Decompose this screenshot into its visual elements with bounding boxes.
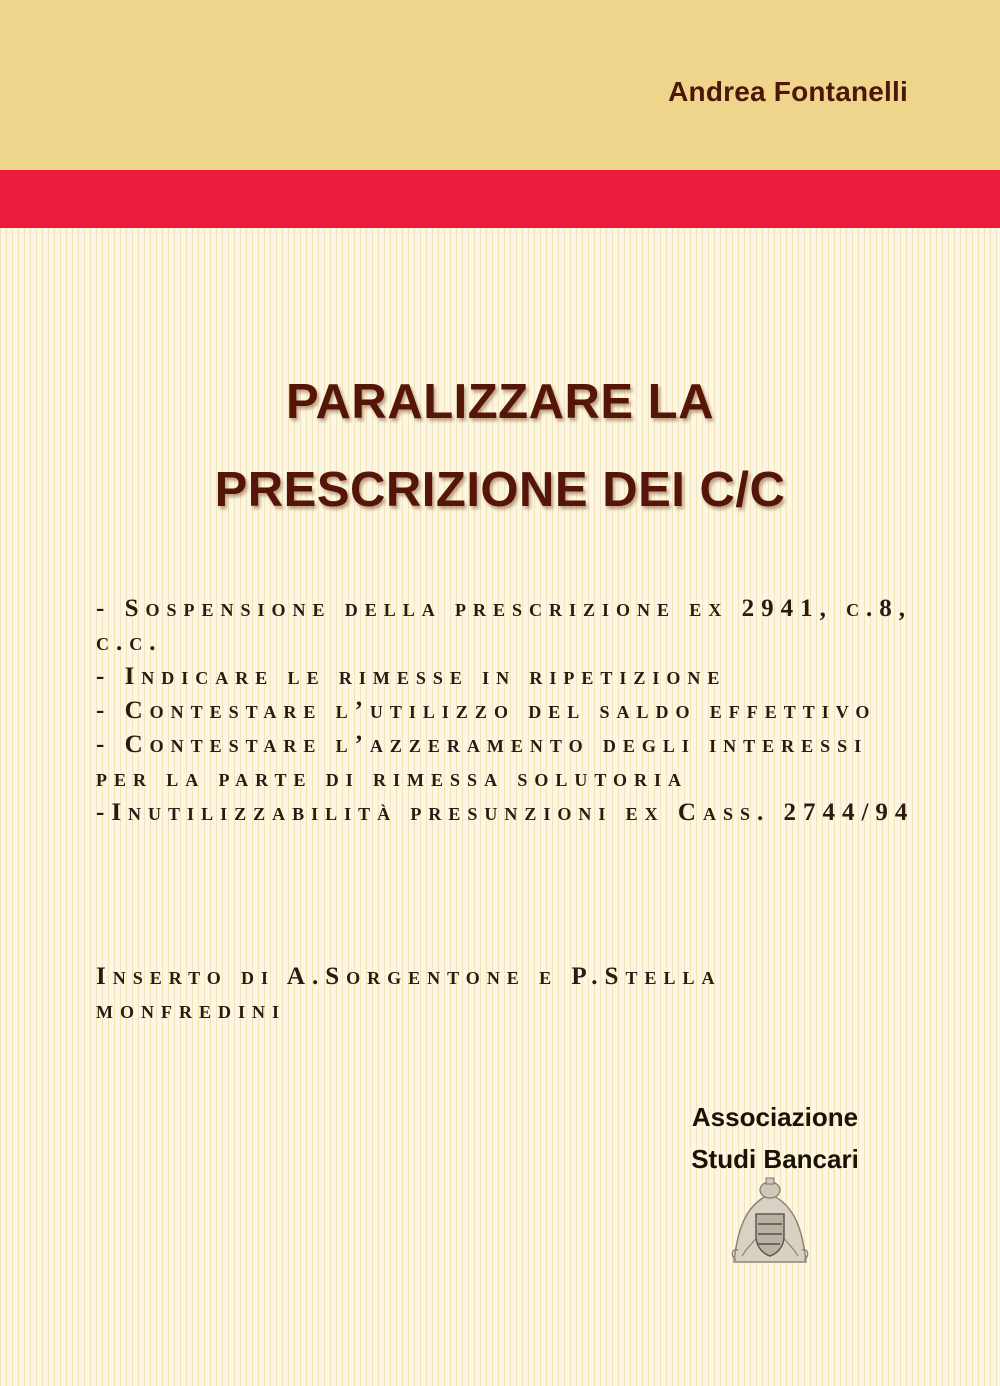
publisher-line-2: Studi Bancari (691, 1144, 859, 1174)
title-line-1: PARALIZZARE LA (286, 375, 714, 429)
title-line-2: PRESCRIZIONE DEI C/C (214, 463, 786, 517)
topic-item: - Contestare l’azzeramento degli interessi per la parte di rimessa solutoria (96, 731, 869, 792)
book-title (70, 358, 930, 534)
topic-list (96, 592, 916, 830)
topic-item: - Indicare le rimesse in ripetizione (96, 663, 727, 690)
publisher-name (660, 1096, 890, 1180)
red-color-band (0, 170, 1000, 228)
topic-item: - Sospensione della prescrizione ex 2941, c.8, c.c. (96, 595, 913, 656)
topic-item: - Contestare l’utilizzo del saldo effettivo (96, 697, 877, 724)
author-name: Andrea Fontanelli (668, 76, 908, 107)
coat-of-arms-icon (728, 1176, 812, 1270)
insert-credit: Inserto di A.Sorgentone e P.Stella monfredini (96, 963, 722, 1024)
topic-item: -Inutilizzabilità presunzioni ex Cass. 2744/94 (96, 799, 915, 826)
publisher-line-1: Associazione (691, 1102, 859, 1132)
